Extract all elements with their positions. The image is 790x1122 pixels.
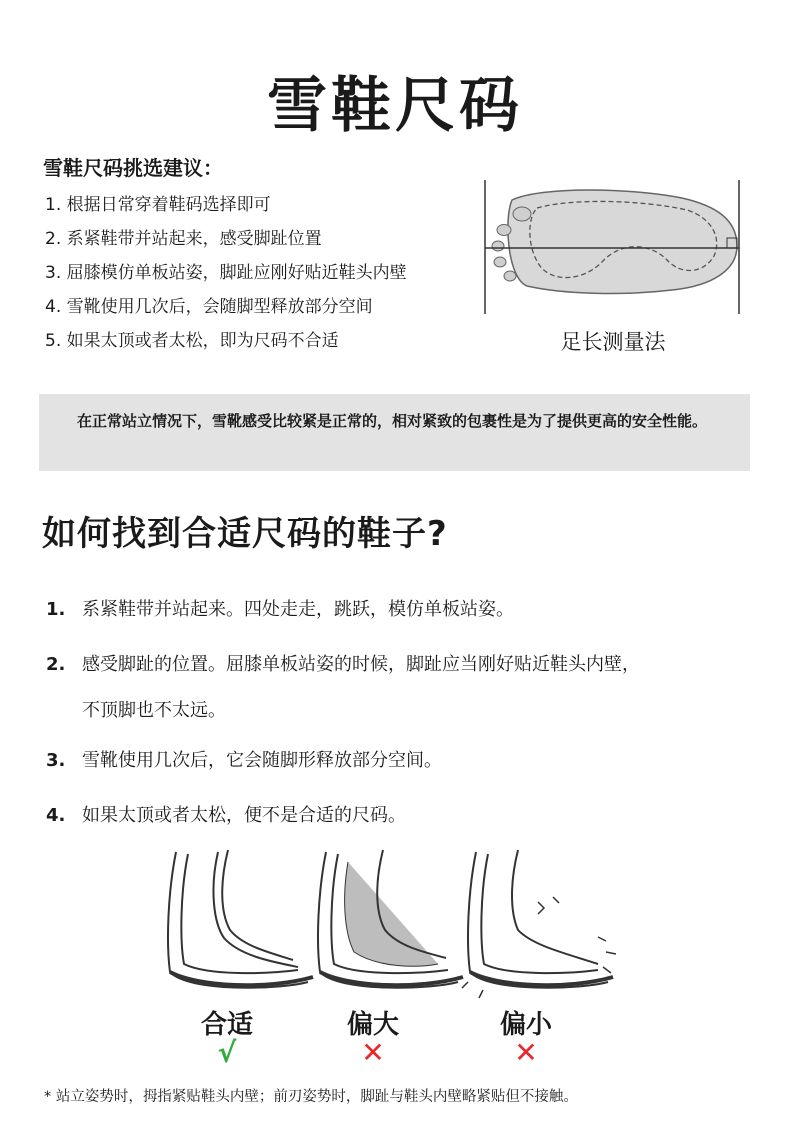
step-text: 雪靴使用几次后，它会随脚形释放部分空间。 [82,750,442,771]
step-number: 2. [46,654,66,675]
boot-fit-small [462,850,616,998]
cross-icon: ✕ [514,1036,538,1069]
tip-item: 2. 系紧鞋带并站起来，感受脚趾位置 [45,229,322,249]
tips-list [45,193,407,363]
note-box: 在正常站立情况下，雪靴感受比较紧是正常的，相对紧致的包裹性是为了提供更高的安全性能。 [39,394,750,471]
step-number: 4. [46,805,66,826]
check-icon: √ [217,1036,237,1069]
fit-label-small: 偏小 [499,1010,552,1040]
tip-item: 5. 如果太顶或者太松，即为尺码不合适 [45,331,339,351]
section-heading: 如何找到合适尺码的鞋子? [42,514,448,554]
boot-fit-illustration [158,842,628,1007]
step-number: 3. [46,750,66,771]
step-number: 1. [46,599,66,620]
tip-item: 3. 屈膝模仿单板站姿，脚趾应刚好贴近鞋头内壁 [45,263,407,283]
page-title: 雪鞋尺码 [267,71,523,141]
tip-item: 4. 雪靴使用几次后，会随脚型释放部分空间 [45,297,373,317]
step-text: 系紧鞋带并站起来。四处走走，跳跃，模仿单板站姿。 [82,599,514,620]
step-text-continued: 不顶脚也不太远。 [82,700,226,721]
footnote: * 站立姿势时，拇指紧贴鞋头内壁；前刃姿势时，脚趾与鞋头内壁略紧贴但不接触。 [44,1089,578,1105]
tip-item: 1. 根据日常穿着鞋码选择即可 [45,195,271,215]
fit-label-good: 合适 [200,1010,253,1040]
step-text: 如果太顶或者太松，便不是合适的尺码。 [82,805,406,826]
step-text: 感受脚趾的位置。屈膝单板站姿的时候，脚趾应当刚好贴近鞋头内壁， [82,654,640,675]
boot-fit-good [168,850,313,988]
boot-fit-large [318,850,463,988]
tips-heading: 雪鞋尺码挑选建议： [43,156,223,180]
fit-label-large: 偏大 [346,1010,399,1040]
cross-icon: ✕ [361,1036,385,1069]
foot-measure-caption: 足长测量法 [560,330,666,354]
foot-measure-illustration [482,178,744,318]
